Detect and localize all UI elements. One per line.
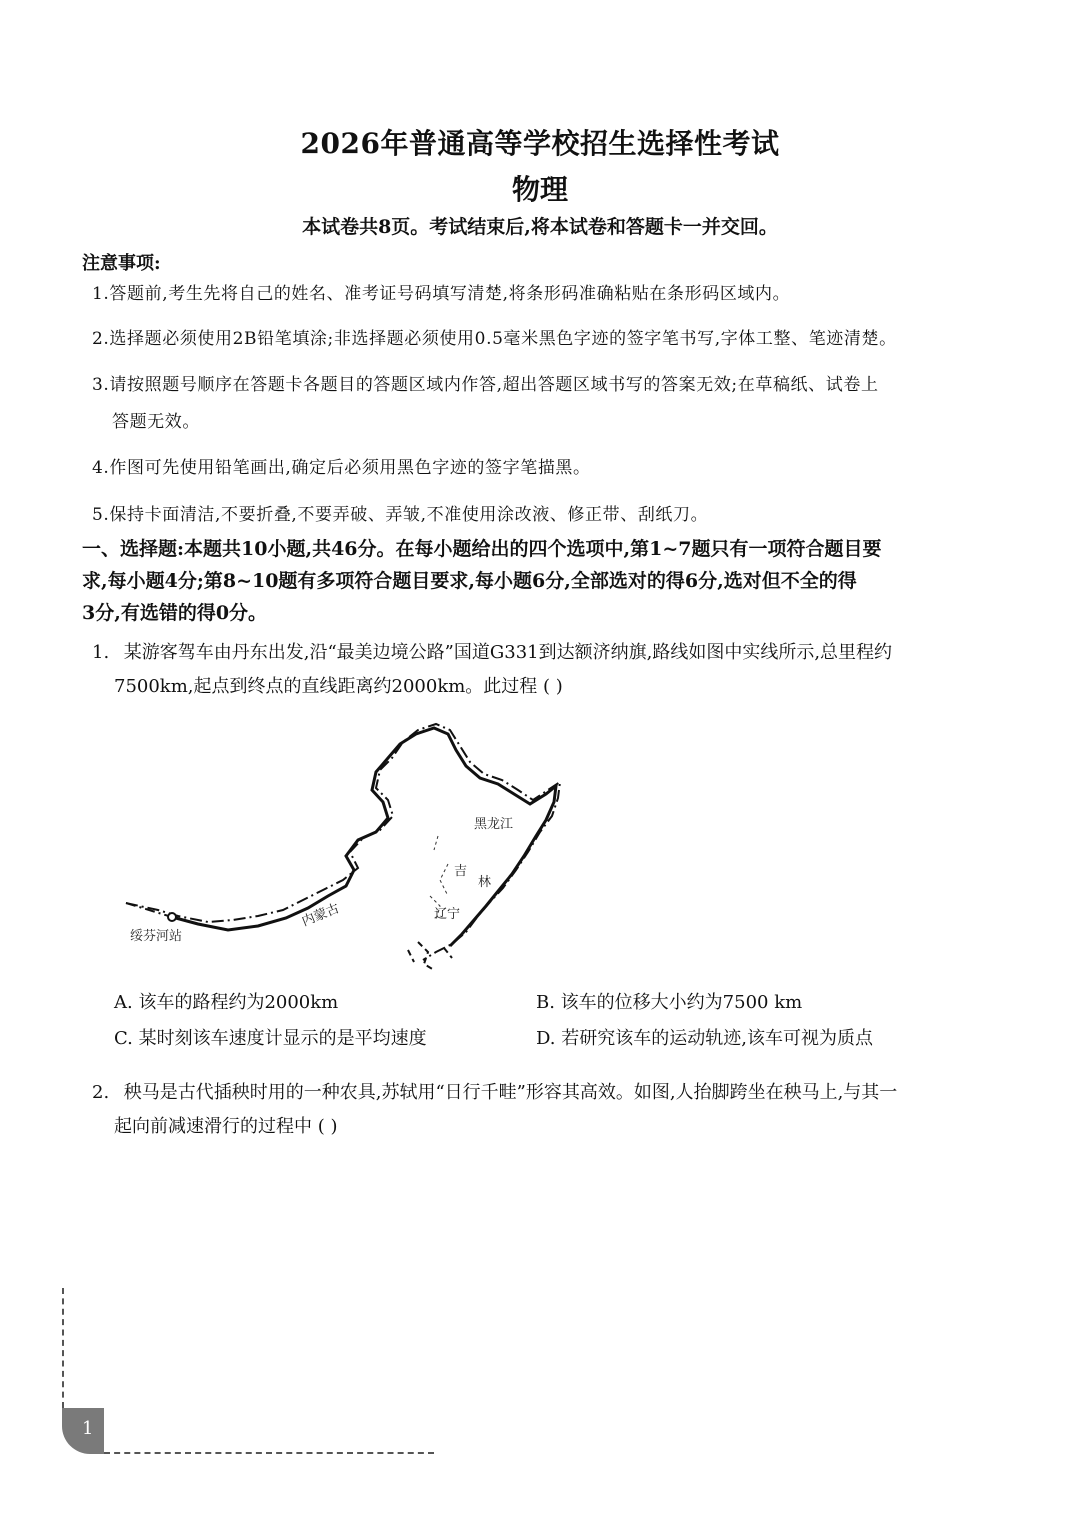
- question-number: 1.: [92, 642, 110, 663]
- route-line: [172, 728, 556, 946]
- question-text: 秧马是古代插秧时用的一种农具,苏轼用“日行千畦”形容其高效。如图,人抬脚跨坐在秧马上,与其一: [123, 1082, 898, 1103]
- section-line-1: 一、选择题:本题共10小题,共46分。在每小题给出的四个选项中,第1~7题只有一项符合题目要: [82, 538, 882, 560]
- label-station: 绥芬河站: [130, 929, 183, 944]
- question-1: [92, 636, 1007, 704]
- notice-item-3-cont: 答题无效。: [112, 412, 200, 432]
- label-ji: 吉: [454, 864, 468, 879]
- section-line-2: 求,每小题4分;第8~10题有多项符合题目要求,每小题6分,全部选对的得6分,选对但不全的得: [82, 570, 857, 592]
- notice-item-1: 1.答题前,考生先将自己的姓名、准考证号码填写清楚,将条形码准确粘贴在条形码区域内。: [92, 284, 791, 304]
- binding-line-horizontal: [104, 1452, 434, 1454]
- route-map-figure: [118, 720, 578, 975]
- label-lin: 林: [478, 875, 492, 890]
- question-2: [92, 1076, 1007, 1144]
- option-b[interactable]: B. 该车的位移大小约为7500 km: [536, 992, 803, 1013]
- notice-heading: 注意事项:: [82, 253, 161, 274]
- label-neimenggu: 内蒙古: [299, 901, 342, 930]
- subject-title: 物理: [511, 173, 568, 206]
- station-marker: [168, 913, 176, 921]
- route-map-svg: [118, 720, 578, 975]
- question-number: 2.: [92, 1082, 110, 1103]
- question-text-cont: 7500km,起点到终点的直线距离约2000km。此过程 ( ): [114, 676, 563, 697]
- route-tail: [126, 903, 172, 917]
- exam-title: 2026年普通高等学校招生选择性考试: [300, 127, 780, 160]
- option-d[interactable]: D. 若研究该车的运动轨迹,该车可视为质点: [536, 1028, 873, 1049]
- binding-line-vertical: [62, 1288, 64, 1408]
- notice-item-4: 4.作图可先使用铅笔画出,确定后必须用黑色字迹的签字笔描黑。: [92, 458, 591, 478]
- exam-intro: 本试卷共8页。考试结束后,将本试卷和答题卡一并交回。: [302, 216, 778, 238]
- border-outline: [126, 724, 560, 960]
- option-a[interactable]: A. 该车的路程约为2000km: [114, 992, 339, 1013]
- section-heading: [82, 533, 1007, 629]
- label-liaoning: 辽宁: [434, 907, 461, 922]
- section-line-3: 3分,有选错的得0分。: [82, 602, 268, 624]
- notice-item-3: 3.请按照题号顺序在答题卡各题目的答题区域内作答,超出答题区域书写的答案无效;在草稿纸、试卷上: [92, 375, 879, 395]
- page-number-tab: [62, 1408, 104, 1454]
- option-c[interactable]: C. 某时刻该车速度计显示的是平均速度: [114, 1028, 427, 1049]
- question-text: 某游客驾车由丹东出发,沿“最美边境公路”国道G331到达额济纳旗,路线如图中实线所示,总里程约: [123, 642, 893, 663]
- label-heilongjiang: 黑龙江: [474, 817, 514, 832]
- notice-item-5: 5.保持卡面清洁,不要折叠,不要弄破、弄皱,不准使用涂改液、修正带、刮纸刀。: [92, 505, 709, 525]
- page-number: 1: [82, 1418, 94, 1439]
- notice-item-2: 2.选择题必须使用2B铅笔填涂;非选择题必须使用0.5毫米黑色字迹的签字笔书写,字体工整、笔迹清楚。: [92, 329, 897, 349]
- question-text-cont: 起向前减速滑行的过程中 ( ): [114, 1116, 338, 1137]
